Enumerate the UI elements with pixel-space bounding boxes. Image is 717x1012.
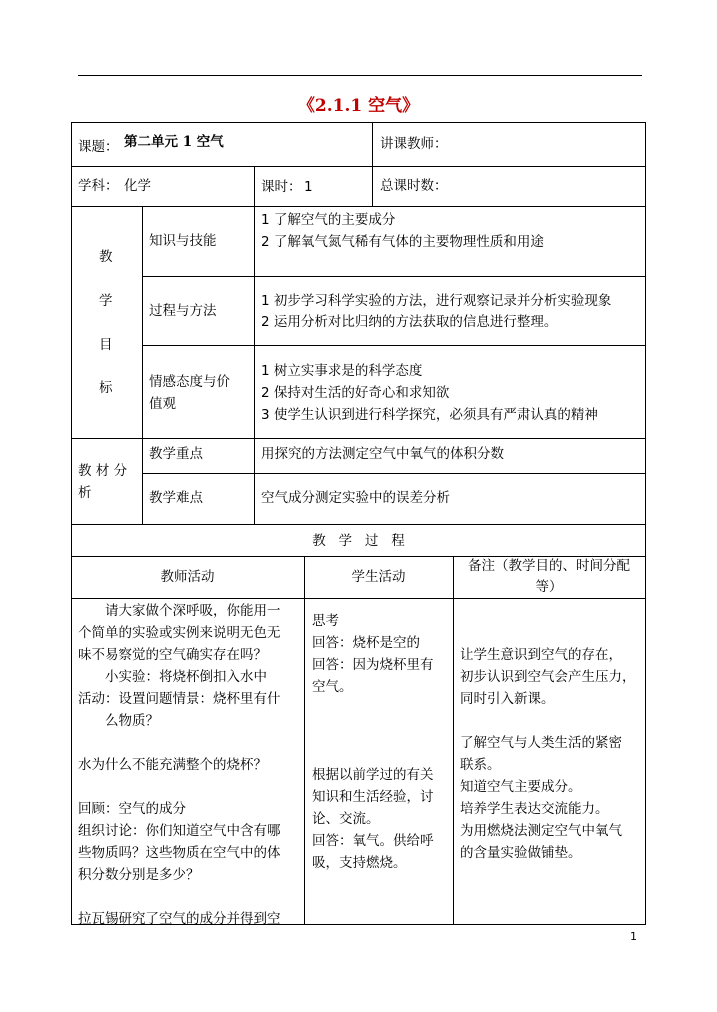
teacher-label: 讲课教师： — [380, 136, 448, 152]
objective-name: 知识与技能 — [149, 233, 217, 249]
objective-line: 1 初步学习科学实验的方法，进行观察记录并分析实验现象 — [261, 293, 612, 309]
objective-name: 情感态度与价 — [149, 374, 230, 390]
column-notes-header: 等） — [535, 579, 563, 595]
key-point-label: 教学重点 — [149, 446, 203, 462]
student-activity-text: 思考 回答：烧杯是空的 回答：因为烧杯里有 空气。 根据以前学过的有关 知识和生活经验，讨 论、交流。 回答：氧气。供给呼 吸，支持燃烧。 — [312, 613, 434, 871]
objectives-side-char: 学 — [99, 293, 113, 309]
topic-value: 第二单元 1 空气 — [124, 134, 224, 150]
total-hours-label: 总课时数： — [380, 178, 448, 194]
topic-label: 课题： — [78, 139, 119, 155]
difficulty-value: 空气成分测定实验中的误差分析 — [261, 490, 450, 506]
objective-line: 2 了解氧气氮气稀有气体的主要物理性质和用途 — [261, 234, 544, 250]
process-header: 教 学 过 程 — [312, 533, 405, 549]
column-notes-header: 备注（教学目的、时间分配 — [468, 558, 630, 574]
key-point-value: 用探究的方法测定空气中氧气的体积分数 — [261, 446, 504, 462]
objective-name: 过程与方法 — [149, 303, 217, 319]
header-rule — [78, 75, 642, 76]
subject-value: 化学 — [124, 178, 151, 194]
objectives-side-char: 标 — [99, 380, 113, 396]
objective-line: 3 使学生认识到进行科学探究，必须具有严肃认真的精神 — [261, 407, 598, 423]
hours-value: 1 — [304, 179, 313, 195]
subject-label: 学科： — [78, 178, 119, 194]
objective-line: 1 了解空气的主要成分 — [261, 212, 396, 228]
teacher-activity-text: 请大家做个深呼吸，你能用一 个简单的实验或实例来说明无色无 味不易察觉的空气确实存在吗？ 小实验：将烧杯倒扣入水中 活动：设置问题情景：烧杯里有什 么物质？ 水为什么不能充满整个的烧杯？ 回顾：空气的成分 组织讨论：你们知道空气中含有哪 些物质吗？这些物质在空气中的体 积分数分别是多少？ 拉瓦锡研究了空气的成分并得到空 — [78, 603, 281, 927]
objectives-side-char: 目 — [99, 337, 113, 353]
notes-text: 让学生意识到空气的存在， 初步认识到空气会产生压力， 同时引入新课。 了解空气与人类生活的紧密 联系。 知道空气主要成分。 培养学生表达交流能力。 为用燃烧法测定空气中氧气 的含量实验做铺垫。 — [460, 647, 636, 861]
analysis-side-label: 教 材 分 — [78, 463, 128, 479]
page-number: 1 — [630, 930, 637, 943]
objective-line: 2 保持对生活的好奇心和求知欲 — [261, 385, 450, 401]
hours-label: 课时： — [261, 179, 302, 195]
objective-name: 值观 — [149, 396, 176, 412]
analysis-side-label: 析 — [78, 485, 92, 501]
document-title: 《2.1.1 空气》 — [297, 96, 420, 116]
column-student-header: 学生活动 — [351, 569, 406, 585]
column-teacher-header: 教师活动 — [160, 569, 215, 585]
difficulty-label: 教学难点 — [149, 490, 203, 506]
objective-line: 2 运用分析对比归纳的方法获取的信息进行整理。 — [261, 314, 558, 330]
objective-line: 1 树立实事求是的科学态度 — [261, 363, 423, 379]
objectives-side-char: 教 — [99, 249, 113, 265]
